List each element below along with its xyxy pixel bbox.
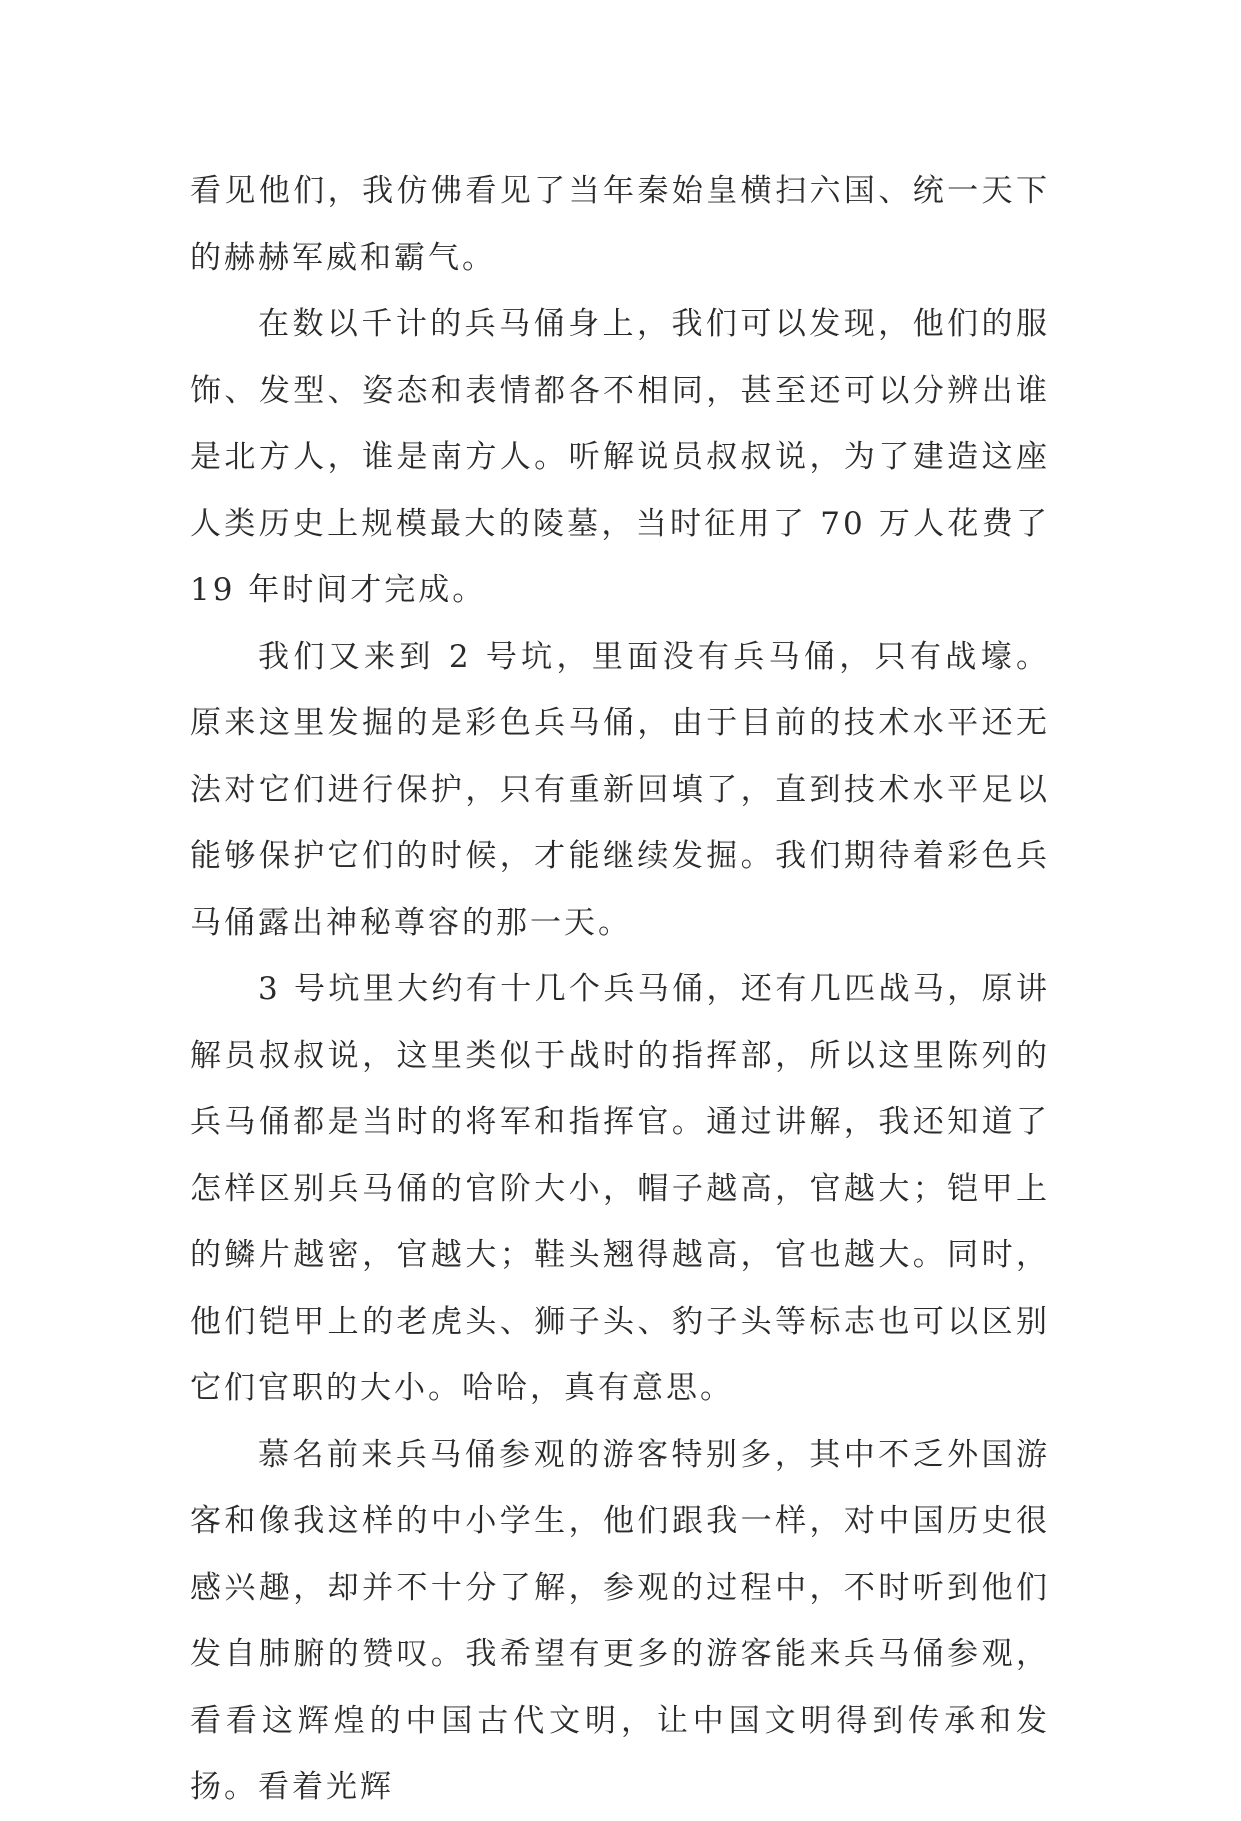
paragraph-5: 慕名前来兵马俑参观的游客特别多，其中不乏外国游客和像我这样的中小学生，他们跟我一样，对中国历史很感兴趣，却并不十分了解，参观的过程中，不时听到他们发自肺腑的赞叹。我希望有更多的游客能来兵马俑参观，看看这辉煌的中国古代文明，让中国文明得到传承和发扬。看着光辉 (190, 1436, 1050, 1805)
paragraph-4: 3 号坑里大约有十几个兵马俑，还有几匹战马，原讲解员叔叔说，这里类似于战时的指挥部，所以这里陈列的兵马俑都是当时的将军和指挥官。通过讲解，我还知道了怎样区别兵马俑的官阶大小，帽子越高，官越大；铠甲上的鳞片越密，官越大；鞋头翘得越高，官也越大。同时，他们铠甲上的老虎头、狮子头、豹子头等标志也可以区别它们官职的大小。哈哈，真有意思。 (190, 971, 1050, 1406)
document-body (190, 158, 1050, 1821)
paragraph-3: 我们又来到 2 号坑，里面没有兵马俑，只有战壕。原来这里发掘的是彩色兵马俑，由于目前的技术水平还无法对它们进行保护，只有重新回填了，直到技术水平足以能够保护它们的时候，才能继续发掘。我们期待着彩色兵马俑露出神秘尊容的那一天。 (190, 638, 1050, 941)
paragraph-1: 看见他们，我仿佛看见了当年秦始皇横扫六国、统一天下的赫赫军威和霸气。 (190, 173, 1050, 276)
paragraph-2: 在数以千计的兵马俑身上，我们可以发现，他们的服饰、发型、姿态和表情都各不相同，甚至还可以分辨出谁是北方人，谁是南方人。听解说员叔叔说，为了建造这座人类历史上规模最大的陵墓，当时征用了 70 万人花费了 19 年时间才完成。 (190, 306, 1050, 608)
